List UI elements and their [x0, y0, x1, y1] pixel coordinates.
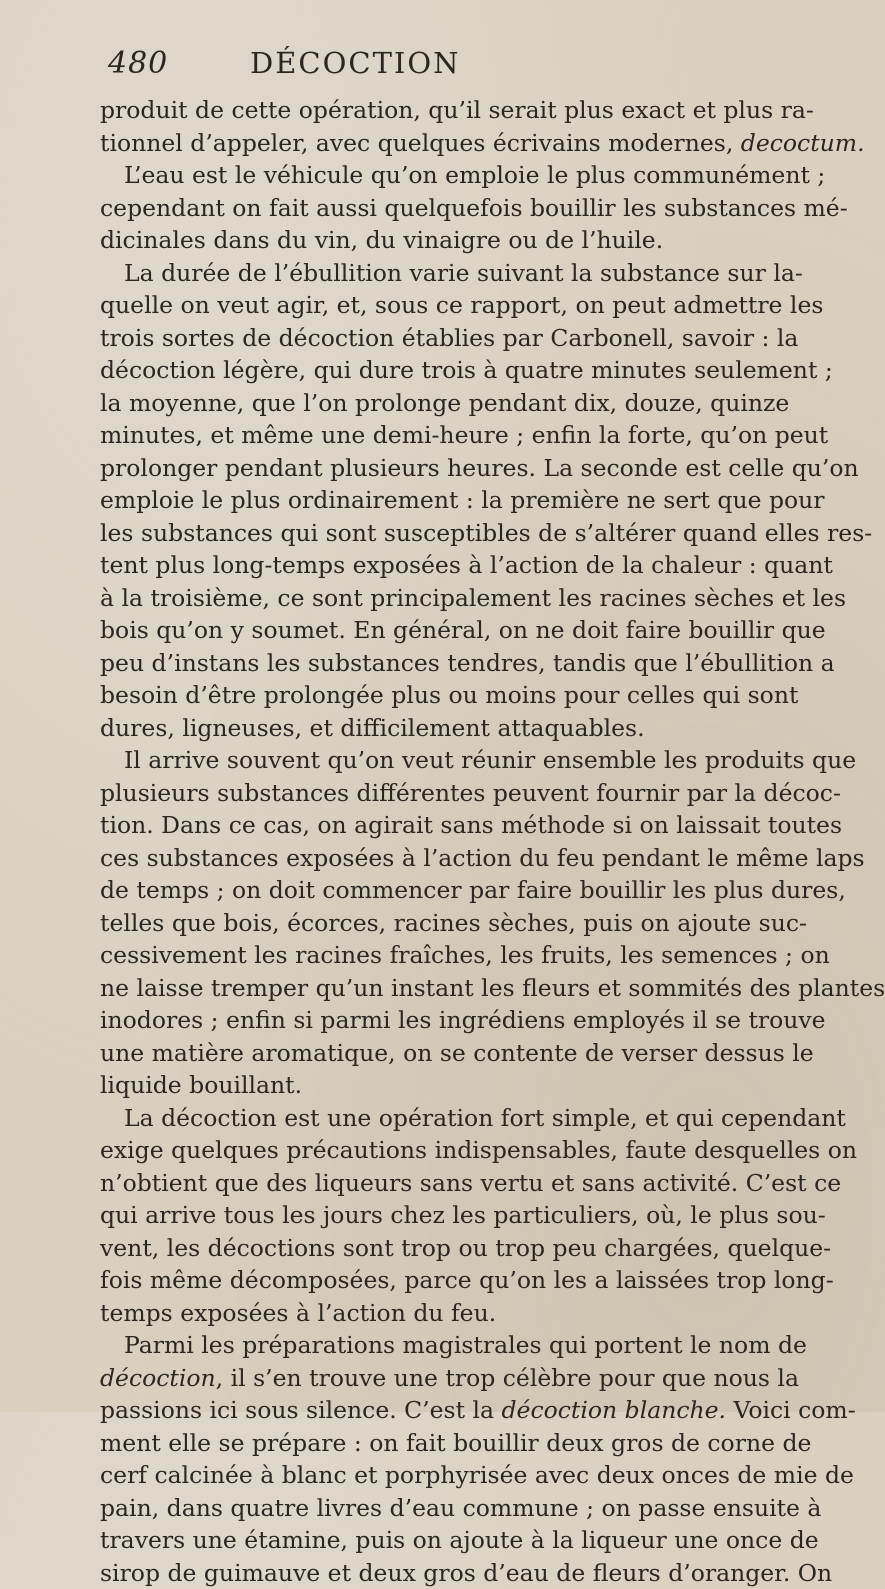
text-line: qui arrive tous les jours chez les particuliers, où, le plus sou-	[100, 1199, 780, 1232]
text-segment: tionnel d’appeler, avec quelques écrivains modernes,	[100, 129, 741, 157]
text-line: cerf calcinée à blanc et porphyrisée avec deux onces de mie de	[100, 1459, 780, 1492]
text-line: exige quelques précautions indispensables, faute desquelles on	[100, 1134, 780, 1167]
text-line: produit de cette opération, qu’il serait plus exact et plus ra-	[100, 94, 780, 127]
text-line	[100, 127, 780, 160]
italic-term: décoction	[100, 1364, 216, 1392]
text-line: n’obtient que des liqueurs sans vertu et sans activité. C’est ce	[100, 1167, 780, 1200]
text-line: vent, les décoctions sont trop ou trop peu chargées, quelque-	[100, 1232, 780, 1265]
text-line: besoin d’être prolongée plus ou moins pour celles qui sont	[100, 679, 780, 712]
text-line: la moyenne, que l’on prolonge pendant dix, douze, quinze	[100, 387, 780, 420]
text-line: cessivement les racines fraîches, les fruits, les semences ; on	[100, 939, 780, 972]
italic-term: decoctum.	[741, 129, 865, 157]
body-text	[100, 94, 780, 1589]
text-line: ne laisse tremper qu’un instant les fleurs et sommités des plantes	[100, 972, 780, 1005]
text-line: prolonger pendant plusieurs heures. La seconde est celle qu’on	[100, 452, 780, 485]
text-line: bois qu’on y soumet. En général, on ne doit faire bouillir que	[100, 614, 780, 647]
text-line: trois sortes de décoction établies par Carbonell, savoir : la	[100, 322, 780, 355]
text-line: Il arrive souvent qu’on veut réunir ensemble les produits que	[100, 744, 780, 777]
text-line: ces substances exposées à l’action du feu pendant le même laps	[100, 842, 780, 875]
text-line: de temps ; on doit commencer par faire bouillir les plus dures,	[100, 874, 780, 907]
text-line: tion. Dans ce cas, on agirait sans méthode si on laissait toutes	[100, 809, 780, 842]
text-line: pain, dans quatre livres d’eau commune ; on passe ensuite à	[100, 1492, 780, 1525]
text-line: telles que bois, écorces, racines sèches, puis on ajoute suc-	[100, 907, 780, 940]
text-line: L’eau est le véhicule qu’on emploie le plus communément ;	[100, 159, 780, 192]
text-line	[100, 1362, 780, 1395]
text-line: dures, ligneuses, et difficilement attaquables.	[100, 712, 780, 745]
text-line: minutes, et même une demi-heure ; enfin la forte, qu’on peut	[100, 419, 780, 452]
text-line: La décoction est une opération fort simple, et qui cependant	[100, 1102, 780, 1135]
text-line: emploie le plus ordinairement : la première ne sert que pour	[100, 484, 780, 517]
italic-term: décoction blanche.	[502, 1396, 727, 1424]
text-line: tent plus long-temps exposées à l’action de la chaleur : quant	[100, 549, 780, 582]
text-line: La durée de l’ébullition varie suivant la substance sur la-	[100, 257, 780, 290]
running-head: DÉCOCTION	[250, 46, 461, 80]
text-line: quelle on veut agir, et, sous ce rapport, on peut admettre les	[100, 289, 780, 322]
text-line: les substances qui sont susceptibles de s’altérer quand elles res-	[100, 517, 780, 550]
text-line: sirop de guimauve et deux gros d’eau de fleurs d’oranger. On	[100, 1557, 780, 1589]
text-line: décoction légère, qui dure trois à quatre minutes seulement ;	[100, 354, 780, 387]
text-line: fois même décomposées, parce qu’on les a laissées trop long-	[100, 1264, 780, 1297]
text-line: cependant on fait aussi quelquefois bouillir les substances mé-	[100, 192, 780, 225]
text-segment: , il s’en trouve une trop célèbre pour que nous la	[216, 1364, 799, 1392]
text-line: dicinales dans du vin, du vinaigre ou de l’huile.	[100, 224, 780, 257]
text-line: travers une étamine, puis on ajoute à la liqueur une once de	[100, 1524, 780, 1557]
text-segment: passions ici sous silence. C’est la	[100, 1396, 502, 1424]
text-segment: Voici com-	[726, 1396, 856, 1424]
page-number: 480	[108, 46, 168, 81]
text-line: temps exposées à l’action du feu.	[100, 1297, 780, 1330]
text-line: liquide bouillant.	[100, 1069, 780, 1102]
text-line: plusieurs substances différentes peuvent fournir par la décoc-	[100, 777, 780, 810]
text-line: Parmi les préparations magistrales qui portent le nom de	[100, 1329, 780, 1362]
text-line: inodores ; enfin si parmi les ingrédiens employés il se trouve	[100, 1004, 780, 1037]
text-line: une matière aromatique, on se contente de verser dessus le	[100, 1037, 780, 1070]
text-line	[100, 1394, 780, 1427]
page-header	[108, 46, 668, 86]
text-line: ment elle se prépare : on fait bouillir deux gros de corne de	[100, 1427, 780, 1460]
text-line: à la troisième, ce sont principalement les racines sèches et les	[100, 582, 780, 615]
text-line: peu d’instans les substances tendres, tandis que l’ébullition a	[100, 647, 780, 680]
